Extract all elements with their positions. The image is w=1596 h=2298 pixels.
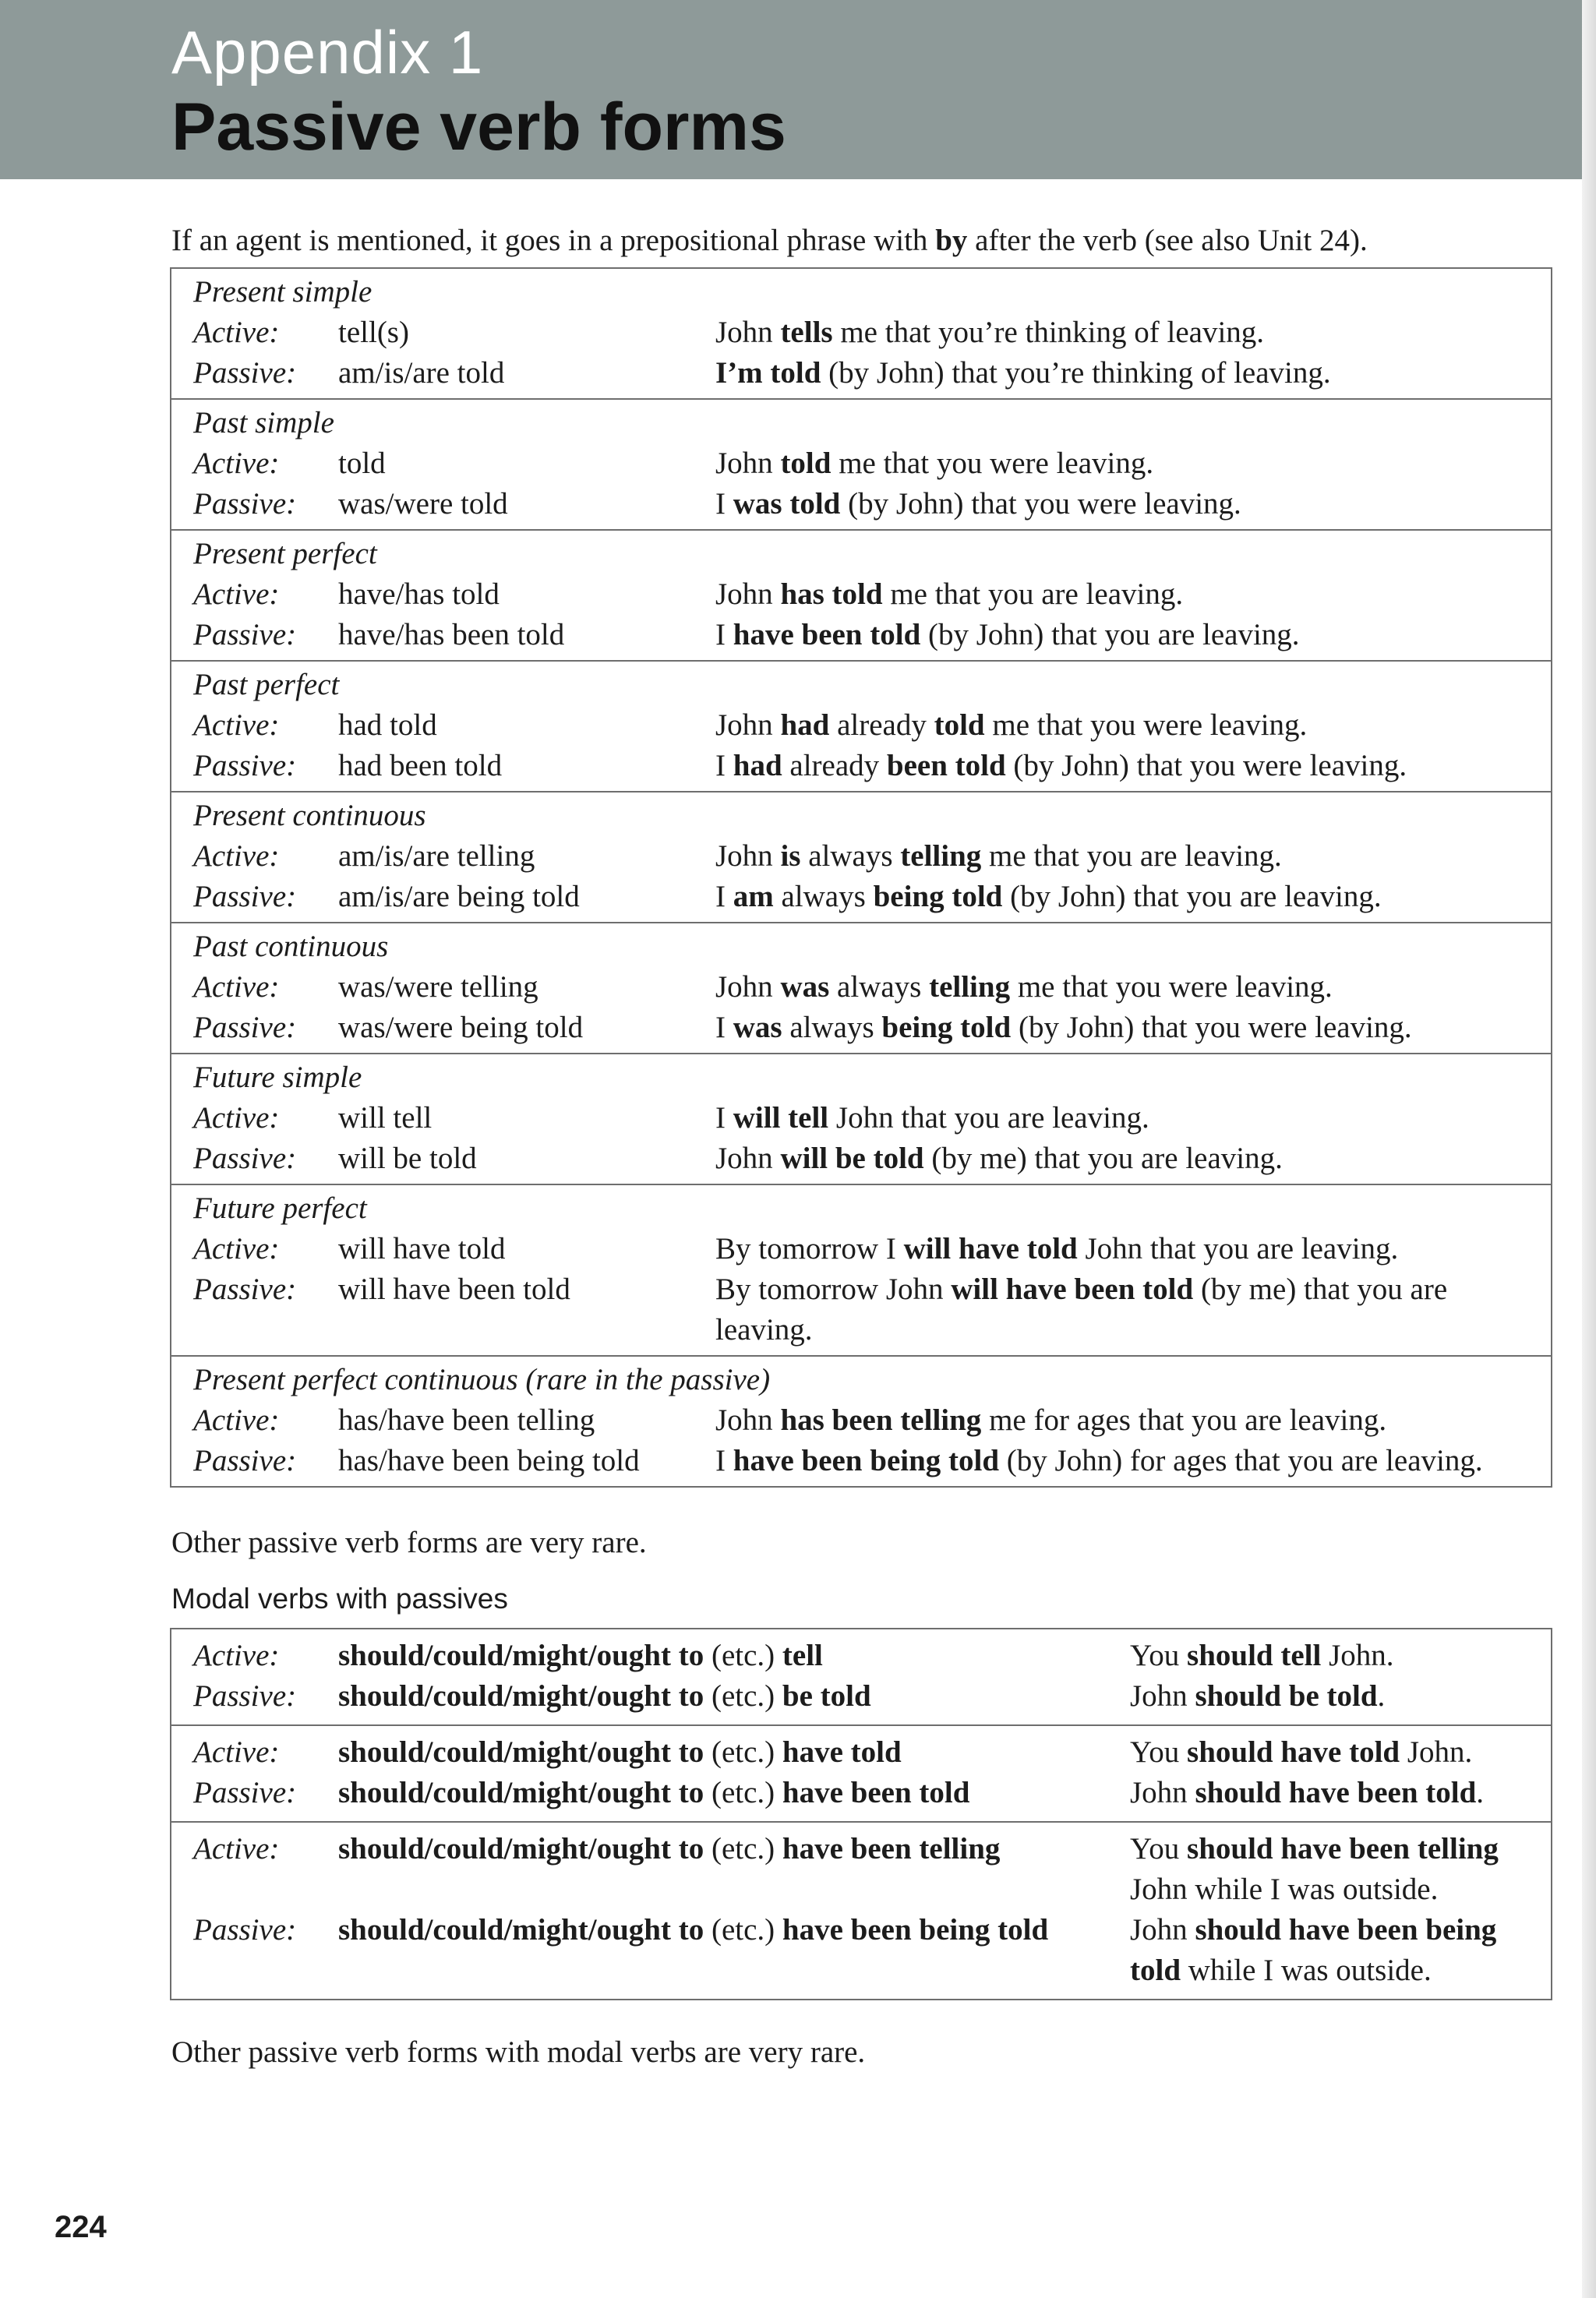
passive-row xyxy=(171,1910,1551,1991)
active-row xyxy=(171,705,1551,746)
passive-label: Passive: xyxy=(193,1679,297,1713)
active-label: Active: xyxy=(193,1101,280,1135)
active-form: was/were telling xyxy=(338,970,538,1004)
tense-name: Past perfect xyxy=(193,668,340,701)
tense-name: Present perfect xyxy=(193,537,377,570)
modal-note: Other passive verb forms with modal verbs are very rare. xyxy=(171,2035,866,2069)
tense-name: Present simple xyxy=(193,275,373,309)
bold-text: I’m told xyxy=(715,356,821,390)
text-segment: always xyxy=(782,1011,882,1044)
passive-row xyxy=(171,877,1551,917)
tense-block xyxy=(171,1355,1551,1486)
active-row xyxy=(171,1732,1551,1773)
active-form: has/have been telling xyxy=(338,1403,595,1437)
text-segment: John xyxy=(715,970,781,1004)
active-example xyxy=(715,1400,1551,1441)
text-segment: (by me) that you are leaving. xyxy=(715,1273,1448,1347)
other-forms-note: Other passive verb forms are very rare. xyxy=(171,1526,647,1559)
active-row xyxy=(171,574,1551,615)
active-example xyxy=(715,967,1551,1008)
bold-text: tells xyxy=(780,316,833,349)
active-label: Active: xyxy=(193,839,280,873)
text-segment: always xyxy=(800,839,901,873)
text-segment: (by John) that you were leaving. xyxy=(840,487,1241,521)
bold-text: has told xyxy=(780,577,883,611)
modal-heading: Modal verbs with passives xyxy=(171,1583,508,1615)
active-form: am/is/are telling xyxy=(338,839,535,873)
text-segment: me for ages that you are leaving. xyxy=(981,1403,1387,1437)
bold-text: should have been told xyxy=(1195,1776,1477,1809)
text-segment: (etc.) xyxy=(704,1735,782,1769)
bold-text: being told xyxy=(873,880,1003,913)
modal-table xyxy=(170,1628,1552,2000)
active-example xyxy=(1130,1732,1551,1773)
active-label: Active: xyxy=(193,1639,280,1672)
bold-text: have been being told xyxy=(733,1444,1000,1477)
bold-text: told xyxy=(934,708,985,742)
active-row xyxy=(171,1636,1551,1676)
passive-example xyxy=(715,877,1551,917)
passive-form: will have been told xyxy=(338,1273,570,1306)
passive-row xyxy=(171,1441,1551,1481)
bold-text: is xyxy=(780,839,801,873)
active-example xyxy=(715,1229,1551,1269)
page-title: Passive verb forms xyxy=(171,90,786,164)
bold-text: had xyxy=(733,749,782,782)
text-segment: John xyxy=(715,1142,781,1175)
appendix-label: Appendix 1 xyxy=(171,18,484,86)
passive-label: Passive: xyxy=(193,1776,297,1809)
tense-block xyxy=(171,922,1551,1053)
bold-text: should/could/might/ought to xyxy=(338,1832,704,1866)
bold-text: telling xyxy=(900,839,982,873)
text-segment: . xyxy=(1377,1679,1386,1713)
active-row xyxy=(171,1229,1551,1269)
bold-text: should/could/might/ought to xyxy=(338,1776,704,1809)
text-segment: always xyxy=(829,970,930,1004)
passive-row xyxy=(171,746,1551,786)
text-segment: John xyxy=(715,708,781,742)
bold-text: have been told xyxy=(733,618,921,651)
bold-text: should have been telling xyxy=(1187,1832,1499,1866)
text-segment: while I was outside. xyxy=(1181,1954,1432,1987)
text-segment: John xyxy=(715,1403,781,1437)
active-label: Active: xyxy=(193,577,280,611)
text-segment: (by John) that you are leaving. xyxy=(920,618,1300,651)
active-row xyxy=(171,836,1551,877)
tense-name: Past simple xyxy=(193,406,334,439)
passive-example xyxy=(715,1008,1551,1048)
passive-label: Passive: xyxy=(193,749,297,782)
active-label: Active: xyxy=(193,708,280,742)
text-segment: (etc.) xyxy=(704,1776,782,1809)
bold-text: tell xyxy=(782,1639,823,1672)
tense-block xyxy=(171,1184,1551,1355)
text-segment: I xyxy=(715,1101,733,1135)
passive-form: had been told xyxy=(338,749,503,782)
tense-name: Present perfect continuous (rare in the passive) xyxy=(193,1363,771,1396)
active-form: will tell xyxy=(338,1101,433,1135)
text-segment: John. xyxy=(1400,1735,1473,1769)
active-form xyxy=(338,1732,1130,1773)
passive-form: will be told xyxy=(338,1142,477,1175)
passive-form: am/is/are told xyxy=(338,356,505,390)
active-example xyxy=(715,705,1551,746)
bold-text: will be told xyxy=(780,1142,924,1175)
text-segment: You xyxy=(1130,1639,1188,1672)
passive-form: was/were told xyxy=(338,487,508,521)
text-segment: (etc.) xyxy=(704,1679,782,1713)
text-segment: (by John) that you were leaving. xyxy=(1005,749,1407,782)
bold-text: had xyxy=(780,708,830,742)
text-segment: John xyxy=(1130,1913,1195,1947)
text-segment: John xyxy=(715,447,781,480)
modal-block xyxy=(171,1821,1551,1999)
passive-example xyxy=(715,1138,1551,1179)
passive-label: Passive: xyxy=(193,487,297,521)
bold-text: have been telling xyxy=(782,1832,1001,1866)
text-segment: You xyxy=(1130,1735,1188,1769)
tense-name: Future simple xyxy=(193,1061,362,1094)
active-form: tell(s) xyxy=(338,316,409,349)
page-number: 224 xyxy=(55,2210,107,2244)
passive-form xyxy=(338,1676,1130,1717)
text-segment: John xyxy=(1130,1776,1195,1809)
active-label: Active: xyxy=(193,316,280,349)
passive-row xyxy=(171,484,1551,524)
page-edge xyxy=(1582,0,1596,2298)
bold-text: am xyxy=(733,880,774,913)
active-row xyxy=(171,312,1551,353)
bold-text: telling xyxy=(929,970,1011,1004)
passive-label: Passive: xyxy=(193,356,297,390)
text-segment: . xyxy=(1476,1776,1485,1809)
text-segment: (by John) for ages that you are leaving. xyxy=(999,1444,1483,1477)
passive-example xyxy=(715,1441,1551,1481)
passive-example xyxy=(1130,1773,1551,1813)
bold-text: have been being told xyxy=(782,1913,1049,1947)
passive-row xyxy=(171,1138,1551,1179)
passive-example xyxy=(715,615,1551,655)
bold-text: will tell xyxy=(733,1101,829,1135)
active-row xyxy=(171,967,1551,1008)
text-segment: I xyxy=(715,749,733,782)
passive-row xyxy=(171,615,1551,655)
text-segment: already xyxy=(829,708,934,742)
bold-text: should have been being told xyxy=(1130,1913,1497,1987)
bold-text: will have told xyxy=(903,1232,1078,1265)
passive-label: Passive: xyxy=(193,1444,297,1477)
text-segment: John xyxy=(1130,1679,1195,1713)
active-form: will have told xyxy=(338,1232,506,1265)
passive-example xyxy=(715,1269,1551,1350)
bold-text: told xyxy=(780,447,832,480)
bold-text: has been telling xyxy=(780,1403,982,1437)
passive-row xyxy=(171,1269,1551,1350)
passive-label: Passive: xyxy=(193,1273,297,1306)
tense-block xyxy=(171,791,1551,922)
bold-text: being told xyxy=(881,1011,1012,1044)
active-label: Active: xyxy=(193,1403,280,1437)
text-segment: John xyxy=(715,839,781,873)
active-form xyxy=(338,1829,1130,1910)
intro-part-bold: by xyxy=(935,224,968,257)
tense-block xyxy=(171,1053,1551,1184)
passive-form: have/has been told xyxy=(338,618,565,651)
text-segment: John. xyxy=(1321,1639,1394,1672)
bold-text: be told xyxy=(782,1679,871,1713)
bold-text: will have been told xyxy=(951,1273,1194,1306)
active-label: Active: xyxy=(193,447,280,480)
passive-example xyxy=(1130,1910,1551,1991)
bold-text: have told xyxy=(782,1735,902,1769)
text-segment: me that you are leaving. xyxy=(882,577,1184,611)
header-band xyxy=(0,0,1582,179)
text-segment: me that you were leaving. xyxy=(831,447,1154,480)
active-row xyxy=(171,1829,1551,1910)
bold-text: should/could/might/ought to xyxy=(338,1913,704,1947)
active-form: told xyxy=(338,447,386,480)
text-segment: (by John) that you’re thinking of leaving. xyxy=(821,356,1331,390)
bold-text: was xyxy=(780,970,830,1004)
active-form xyxy=(338,1636,1130,1676)
text-segment: (by me) that you are leaving. xyxy=(923,1142,1283,1175)
text-segment: By tomorrow John xyxy=(715,1273,952,1306)
text-segment: me that you were leaving. xyxy=(1010,970,1333,1004)
bold-text: should/could/might/ought to xyxy=(338,1679,704,1713)
tense-block xyxy=(171,398,1551,529)
tense-table xyxy=(170,267,1552,1488)
active-label: Active: xyxy=(193,1832,280,1866)
passive-form: am/is/are being told xyxy=(338,880,580,913)
modal-block xyxy=(171,1724,1551,1821)
text-segment: I xyxy=(715,487,733,521)
text-segment: (by John) that you were leaving. xyxy=(1011,1011,1412,1044)
tense-block xyxy=(171,660,1551,791)
bold-text: should tell xyxy=(1187,1639,1322,1672)
passive-form xyxy=(338,1910,1130,1991)
passive-label: Passive: xyxy=(193,1011,297,1044)
text-segment: always xyxy=(773,880,874,913)
text-segment: By tomorrow I xyxy=(715,1232,904,1265)
text-segment: I xyxy=(715,618,733,651)
text-segment: (etc.) xyxy=(704,1639,782,1672)
passive-form: was/were being told xyxy=(338,1011,584,1044)
text-segment: John xyxy=(715,316,781,349)
active-row xyxy=(171,1400,1551,1441)
passive-label: Passive: xyxy=(193,1913,297,1947)
passive-example xyxy=(715,746,1551,786)
active-example xyxy=(1130,1636,1551,1676)
text-segment: me that you are leaving. xyxy=(981,839,1282,873)
active-label: Active: xyxy=(193,1735,280,1769)
active-example xyxy=(715,574,1551,615)
passive-row xyxy=(171,1676,1551,1717)
passive-row xyxy=(171,1773,1551,1813)
passive-example xyxy=(1130,1676,1551,1717)
text-segment: You xyxy=(1130,1832,1188,1866)
text-segment: me that you were leaving. xyxy=(984,708,1308,742)
passive-label: Passive: xyxy=(193,1142,297,1175)
text-segment: (etc.) xyxy=(704,1832,782,1866)
active-label: Active: xyxy=(193,970,280,1004)
text-segment: me that you’re thinking of leaving. xyxy=(832,316,1265,349)
text-segment: John while I was outside. xyxy=(1130,1873,1439,1906)
passive-label: Passive: xyxy=(193,618,297,651)
active-row xyxy=(171,1098,1551,1138)
active-form: had told xyxy=(338,708,437,742)
tense-block xyxy=(171,269,1551,398)
passive-form xyxy=(338,1773,1130,1813)
bold-text: should have told xyxy=(1187,1735,1400,1769)
active-example xyxy=(1130,1829,1551,1910)
passive-row xyxy=(171,1008,1551,1048)
passive-row xyxy=(171,353,1551,394)
intro-part: after the verb (see also Unit 24). xyxy=(967,224,1368,257)
bold-text: should/could/might/ought to xyxy=(338,1639,704,1672)
active-form: have/has told xyxy=(338,577,500,611)
tense-block xyxy=(171,529,1551,660)
text-segment: (etc.) xyxy=(704,1913,782,1947)
active-label: Active: xyxy=(193,1232,280,1265)
text-segment: John that you are leaving. xyxy=(828,1101,1149,1135)
tense-name: Future perfect xyxy=(193,1191,367,1225)
tense-name: Past continuous xyxy=(193,930,389,963)
active-example xyxy=(715,1098,1551,1138)
bold-text: was told xyxy=(733,487,841,521)
bold-text: have been told xyxy=(782,1776,970,1809)
tense-name: Present continuous xyxy=(193,799,426,832)
passive-example xyxy=(715,353,1551,394)
active-example xyxy=(715,836,1551,877)
text-segment: I xyxy=(715,880,733,913)
text-segment: John that you are leaving. xyxy=(1077,1232,1399,1265)
active-row xyxy=(171,443,1551,484)
text-segment: John xyxy=(715,577,781,611)
intro-text xyxy=(171,223,1368,258)
text-segment: I xyxy=(715,1011,733,1044)
bold-text: was xyxy=(733,1011,782,1044)
intro-part: If an agent is mentioned, it goes in a prepositional phrase with xyxy=(171,224,936,257)
modal-block xyxy=(171,1629,1551,1724)
text-segment: (by John) that you are leaving. xyxy=(1002,880,1382,913)
passive-label: Passive: xyxy=(193,880,297,913)
passive-example xyxy=(715,484,1551,524)
bold-text: been told xyxy=(886,749,1006,782)
active-example xyxy=(715,312,1551,353)
text-segment: I xyxy=(715,1444,733,1477)
bold-text: should be told xyxy=(1195,1679,1378,1713)
passive-form: has/have been being told xyxy=(338,1444,640,1477)
text-segment: already xyxy=(782,749,887,782)
active-example xyxy=(715,443,1551,484)
bold-text: should/could/might/ought to xyxy=(338,1735,704,1769)
